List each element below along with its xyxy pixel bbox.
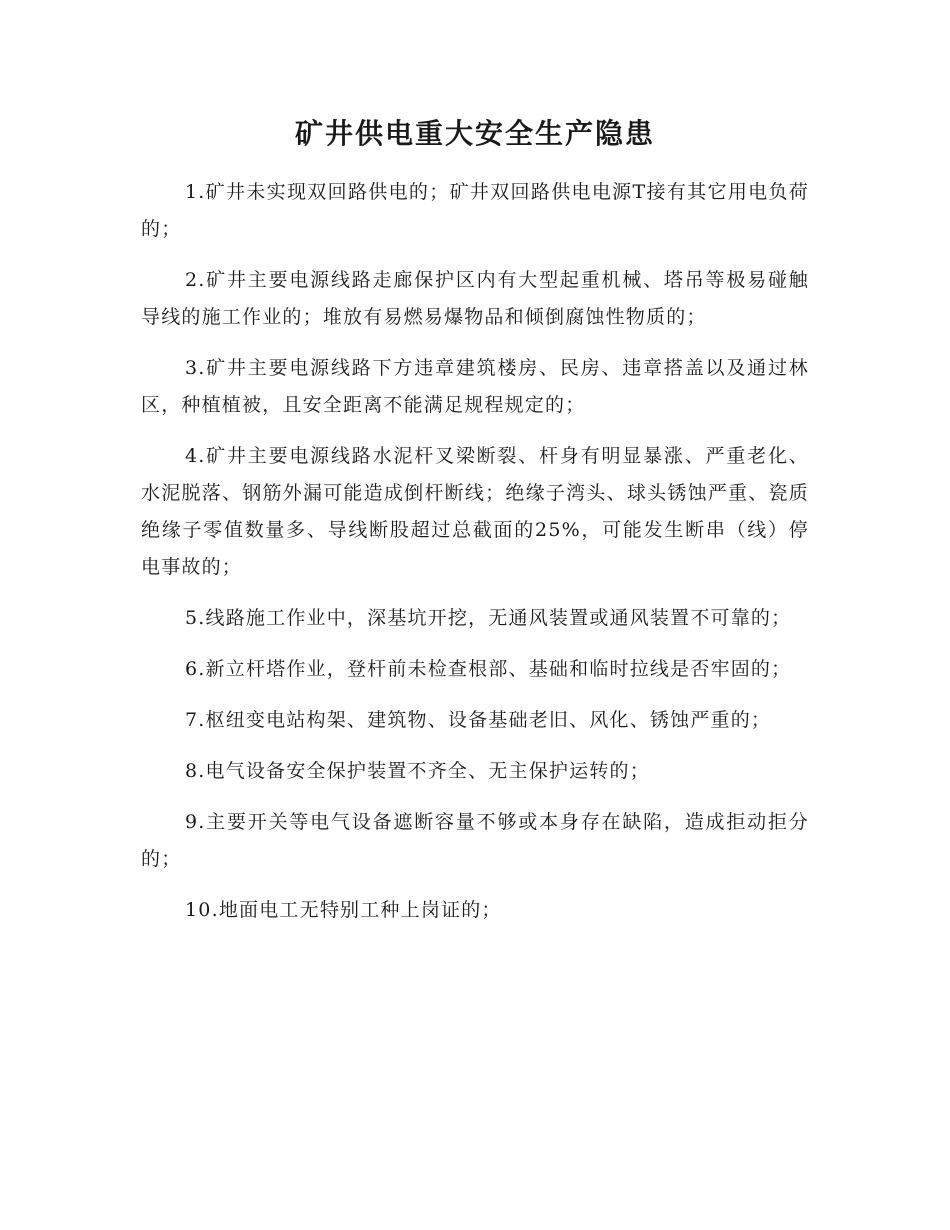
hazard-item-3: 3.矿井主要电源线路下方违章建筑楼房、民房、违章搭盖以及通过林区，种植植被，且安全距离不能满足规程规定的； — [141, 357, 809, 416]
hazard-item-8: 8.电气设备安全保护装置不齐全、无主保护运转的； — [185, 760, 650, 782]
hazard-item-10: 10.地面电工无特别工种上岗证的； — [185, 899, 502, 921]
hazard-item-1: 1.矿井未实现双回路供电的；矿井双回路供电电源T接有其它用电负荷的； — [141, 181, 809, 240]
document-page — [141, 112, 809, 943]
hazard-item-9: 9.主要开关等电气设备遮断容量不够或本身存在缺陷，造成拒动拒分的； — [141, 811, 809, 870]
hazard-item-4: 4.矿井主要电源线路水泥杆叉梁断裂、杆身有明显暴涨、严重老化、水泥脱落、钢筋外漏可能造成倒杆断线；绝缘子湾头、球头锈蚀严重、瓷质绝缘子零值数量多、导线断股超过总截面的25%，可能发生断串（线）停电事故的； — [141, 445, 809, 578]
hazard-item-2: 2.矿井主要电源线路走廊保护区内有大型起重机械、塔吊等极易碰触导线的施工作业的；堆放有易燃易爆物品和倾倒腐蚀性物质的； — [141, 269, 809, 328]
document-title: 矿井供电重大安全生产隐患 — [294, 117, 655, 150]
hazard-item-6: 6.新立杆塔作业，登杆前未检查根部、基础和临时拉线是否牢固的； — [185, 658, 792, 680]
hazard-item-5: 5.线路施工作业中，深基坑开挖，无通风装置或通风装置不可靠的； — [185, 607, 792, 629]
hazard-item-7: 7.枢纽变电站构架、建筑物、设备基础老旧、风化、锈蚀严重的； — [185, 709, 772, 731]
